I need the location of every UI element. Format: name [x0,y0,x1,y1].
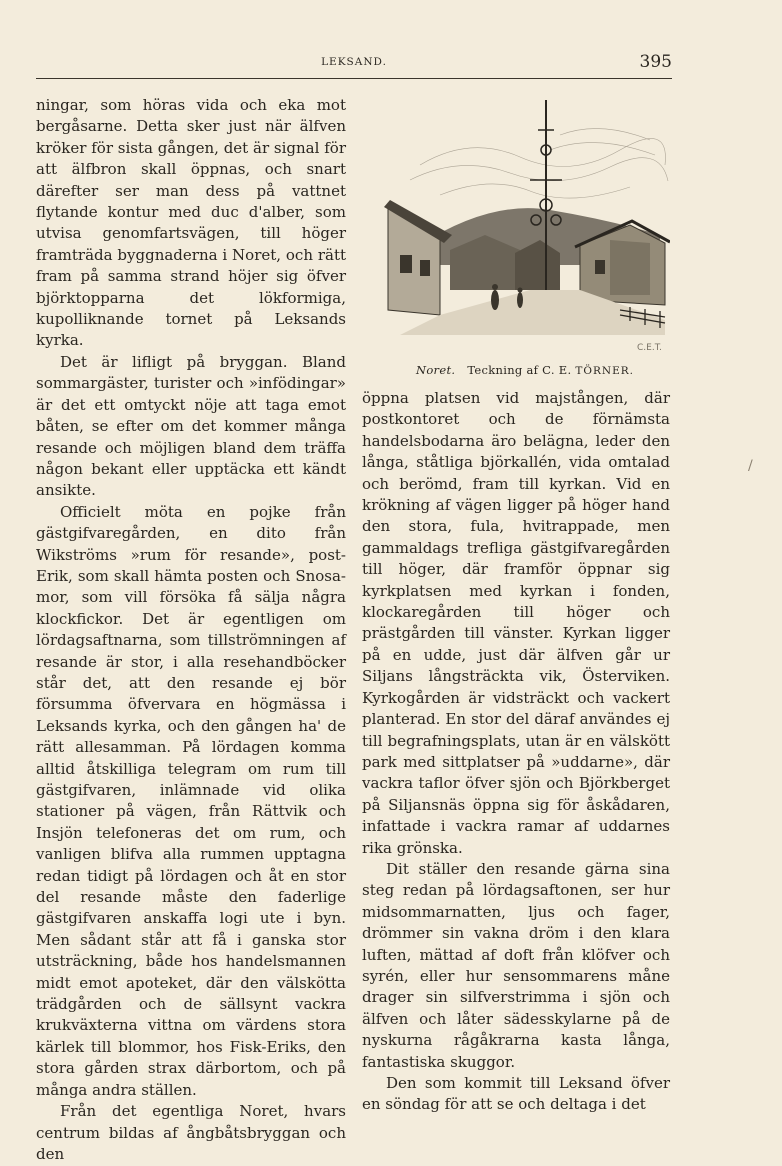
figure-caption [380,363,670,377]
page-number: 395 [639,52,672,72]
paragraph: Officielt möta en pojke från gästgifvaregården, en dito från Wikströms »rum för resande», post-Erik, som skall hämta posten och Snosa-mor, som vill försöka få sälja några klockfickor. Det är egentligen om lördagsaftnarna, som tillströmningen af resande är stor, i alla resehandböcker står det, att den resande ej bör försumma öfvervara en högmässa i Leksands kyrka, och den gången ha' de rätt allesamman. På lördagen komma alltid åtskilliga telegram om rum till gästgifvaren, inlämnade vid olika stationer på vägen, från Rättvik och Insjön telefoneras det om rum, och vanligen blifva alla rummen upptagna redan tidigt på lördagen och åt en stor del resande måste den faderlige gästgifvaren anskaffa logi ute i byn. Men sådant står att få i ganska stor utsträckning, både hos handelsmannen midt emot apoteket, där den välskötta trädgården och de sällsynt vackra krukväxterna vittna om värdens stora kärlek till blommor, hos Fisk-Eriks, den stora gården strax därbortom, och på många andra ställen. [36,502,346,1099]
paragraph: Det är lifligt på bryggan. Bland sommargäster, turister och »infödingar» är det ett omtyckt nöje att taga emot båten, se efter om det kommer många resande och möjligen bland dem träffa någon bekant eller upptäcka ett kändt ansikte. [36,352,346,500]
page-header [36,52,672,76]
illustration-figure [380,95,670,380]
paragraph: Den som kommit till Leksand öfver en söndag för att se och deltaga i det [362,1074,670,1114]
paragraph: ningar, som höras vida och eka mot bergåsarne. Detta sker just när älfven kröker för sista gången, det är signal för att älfbron skall öppnas, och snart därefter ser man dess på vattnet flytande kontur med duc d'alber, som utvisa genomfartsvägen, till höger framträda byggnaderna i Noret, och rätt fram på samma strand höjer sig öfver björktopparna det lökformiga, kupolliknande tornet på Leksands kyrka. [36,96,346,350]
right-column [362,388,670,1116]
paragraph: öppna platsen vid majstången, där postkontoret och de förnämsta handelsbodarna äro belägna, leder den långa, ståtliga björkallén, vida omtalad och berömd, fram till kyrkan. Vid en krökning af vägen ligger på höger hand den stora, fula, hvitrappade, men gammaldags trefliga gästgifvaregården till höger, där framför öppnar sig kyrkplatsen med kyrkan i fonden, klockaregården till höger och prästgården till vänster. Kyrkan ligger på en udde, just där älfven går ur Siljans långsträckta vik, Österviken. Kyrkogården är vidsträckt och vackert planterad. En stor del däraf användes ej till begrafningsplats, utan är en välskött park med sittplatser på »uddarne», där vackra taflor öfver sjön och Björkberget på Siljansnäs öppna sig för åskådaren, infattade i vackra ramar af uddarnes rika grönska. [362,389,670,857]
caption-artist: TÖRNER. [575,365,635,377]
village-street-illustration [380,95,670,355]
margin-mark: / [748,458,753,474]
running-title: LEKSAND. [321,56,387,68]
paragraph: Från det egentliga Noret, hvars centrum bildas af ångbåtsbryggan och den [36,1102,346,1163]
paragraph: Dit ställer den resande gärna sina steg redan på lördagsaftonen, ser hur midsommarnatten, ljus och fager, drömmer sin vakna dröm i den klara luften, mättad af doft från klöfver och syrén, eller hur sensommarens måne drager sin silfverstrimma i sjön och älfven och låter sädesskylarne på de nyskurna rågåkrarna kasta långa, fantastiska skuggor. [362,859,670,1071]
left-column [36,95,346,1165]
caption-prefix: Teckning af C. E. [467,363,572,377]
header-rule [36,78,672,79]
caption-place: Noret. [415,363,456,377]
artist-initials: C.E.T. [637,343,662,353]
